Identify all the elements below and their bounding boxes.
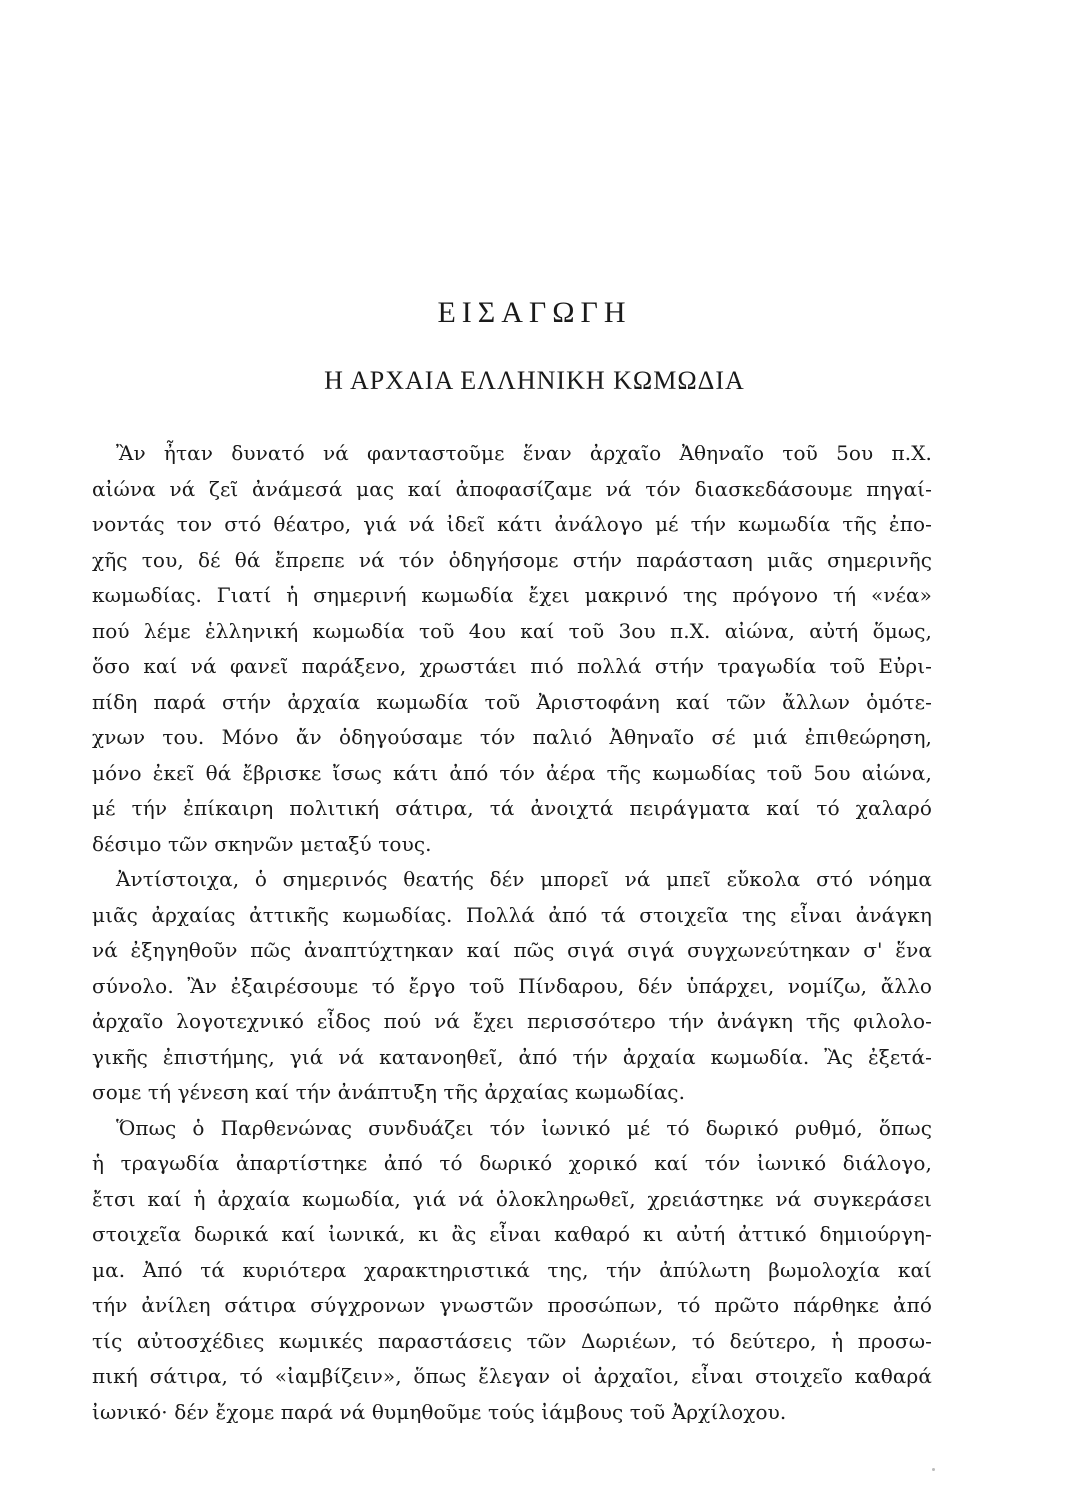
text-line: νά ἐξηγηθοῦν πῶς ἀναπτύχτηκαν καί πῶς σιγά σιγά συγχωνεύτηκαν σ' ἕνα — [92, 938, 932, 962]
text-line: χῆς του, δέ θά ἔπρεπε νά τόν ὁδηγήσομε στήν παράσταση μιᾶς σημερινῆς — [92, 547, 932, 572]
text-line: μιᾶς ἀρχαίας ἀττικῆς κωμωδίας. Πολλά ἀπό τά στοιχεῖα της εἶναι ἀνάγκη — [92, 902, 932, 927]
text-line: ἀρχαῖο λογοτεχνικό εἶδος πού νά ἔχει περισσότερο τήν ἀνάγκη τῆς φιλολο- — [92, 1009, 932, 1033]
text-line: μέ τήν ἐπίκαιρη πολιτική σάτιρα, τά ἀνοιχτά πειράγματα καί τό χαλαρό — [92, 796, 932, 820]
text-line: πική σάτιρα, τό «ἰαμβίζειν», ὅπως ἔλεγαν οἱ ἀρχαῖοι, εἶναι στοιχεῖο καθαρά — [92, 1364, 932, 1388]
text-line: Ἀντίστοιχα, ὁ σημερινός θεατής δέν μπορεῖ νά μπεῖ εὔκολα στό νόημα — [116, 867, 932, 891]
text-line: Ὅπως ὁ Παρθενώνας συνδυάζει τόν ἰωνικό μέ τό δωρικό ρυθμό, ὅπως — [116, 1115, 932, 1140]
page-subtitle: Η ΑΡΧΑΙΑ ΕΛΛΗΝΙΚΗ ΚΩΜΩΔΙΑ — [324, 366, 745, 395]
text-line: στοιχεῖα δωρικά καί ἰωνικά, κι ἂς εἶναι καθαρό κι αὐτή ἀττικό δημιούργη- — [92, 1222, 932, 1246]
text-line: δέσιμο τῶν σκηνῶν μεταξύ τους. — [92, 831, 432, 856]
text-line: τήν ἀνίλεη σάτιρα σύγχρονων γνωστῶν προσώπων, τό πρῶτο πάρθηκε ἀπό — [92, 1293, 932, 1317]
text-line: γικῆς ἐπιστήμης, γιά νά κατανοηθεῖ, ἀπό τήν ἀρχαία κωμωδία. Ἂς ἐξετά- — [92, 1044, 932, 1069]
text-line: σομε τή γένεση καί τήν ἀνάπτυξη τῆς ἀρχαίας κωμωδίας. — [92, 1080, 686, 1104]
text-line: ἡ τραγωδία ἀπαρτίστηκε ἀπό τό δωρικό χορικό καί τόν ἰωνικό διάλογο, — [92, 1151, 932, 1175]
paper-speck — [932, 1468, 935, 1471]
page-title: ΕΙΣΑΓΩΓΗ — [437, 296, 632, 329]
text-line: αἰώνα νά ζεῖ ἀνάμεσά μας καί ἀποφασίζαμε νά τόν διασκεδάσουμε πηγαί- — [92, 476, 932, 501]
text-line: μα. Ἀπό τά κυριότερα χαρακτηριστικά της, τήν ἀπύλωτη βωμολοχία καί — [92, 1257, 932, 1282]
text-line: σύνολο. Ἂν ἐξαιρέσουμε τό ἔργο τοῦ Πίνδαρου, δέν ὑπάρχει, νομίζω, ἄλλο — [92, 973, 932, 998]
text-line: Ἂν ἦταν δυνατό νά φανταστοῦμε ἕναν ἀρχαῖο Ἀθηναῖο τοῦ 5ου π.Χ. — [116, 441, 932, 465]
text-line: νοντάς τον στό θέατρο, γιά νά ἰδεῖ κάτι ἀνάλογο μέ τήν κωμωδία τῆς ἐπο- — [92, 512, 932, 536]
text-line: μόνο ἐκεῖ θά ἔβρισκε ἴσως κάτι ἀπό τόν ἀέρα τῆς κωμωδίας τοῦ 5ου αἰώνα, — [92, 760, 932, 785]
text-line: τίς αὐτοσχέδιες κωμικές παραστάσεις τῶν Δωριέων, τό δεύτερο, ἡ προσω- — [92, 1328, 932, 1353]
text-line: ἰωνικό· δέν ἔχομε παρά νά θυμηθοῦμε τούς ἰάμβους τοῦ Ἀρχίλοχου. — [92, 1399, 787, 1424]
text-line: χνων του. Μόνο ἄν ὁδηγούσαμε τόν παλιό Ἀθηναῖο σέ μιά ἐπιθεώρηση, — [92, 725, 932, 749]
text-line: πίδη παρά στήν ἀρχαία κωμωδία τοῦ Ἀριστοφάνη καί τῶν ἄλλων ὁμότε- — [92, 689, 932, 714]
text-line: ἔτσι καί ἡ ἀρχαία κωμωδία, γιά νά ὁλοκληρωθεῖ, χρειάστηκε νά συγκεράσει — [92, 1186, 932, 1211]
text-line: πού λέμε ἑλληνική κωμωδία τοῦ 4ου καί τοῦ 3ου π.Χ. αἰώνα, αὐτή ὅμως, — [92, 618, 932, 643]
text-line: ὅσο καί νά φανεῖ παράξενο, χρωστάει πιό πολλά στήν τραγωδία τοῦ Εὐρι- — [92, 654, 932, 678]
body-text — [92, 436, 932, 1430]
text-line: κωμωδίας. Γιατί ἡ σημερινή κωμωδία ἔχει μακρινό της πρόγονο τή «νέα» — [92, 583, 932, 607]
